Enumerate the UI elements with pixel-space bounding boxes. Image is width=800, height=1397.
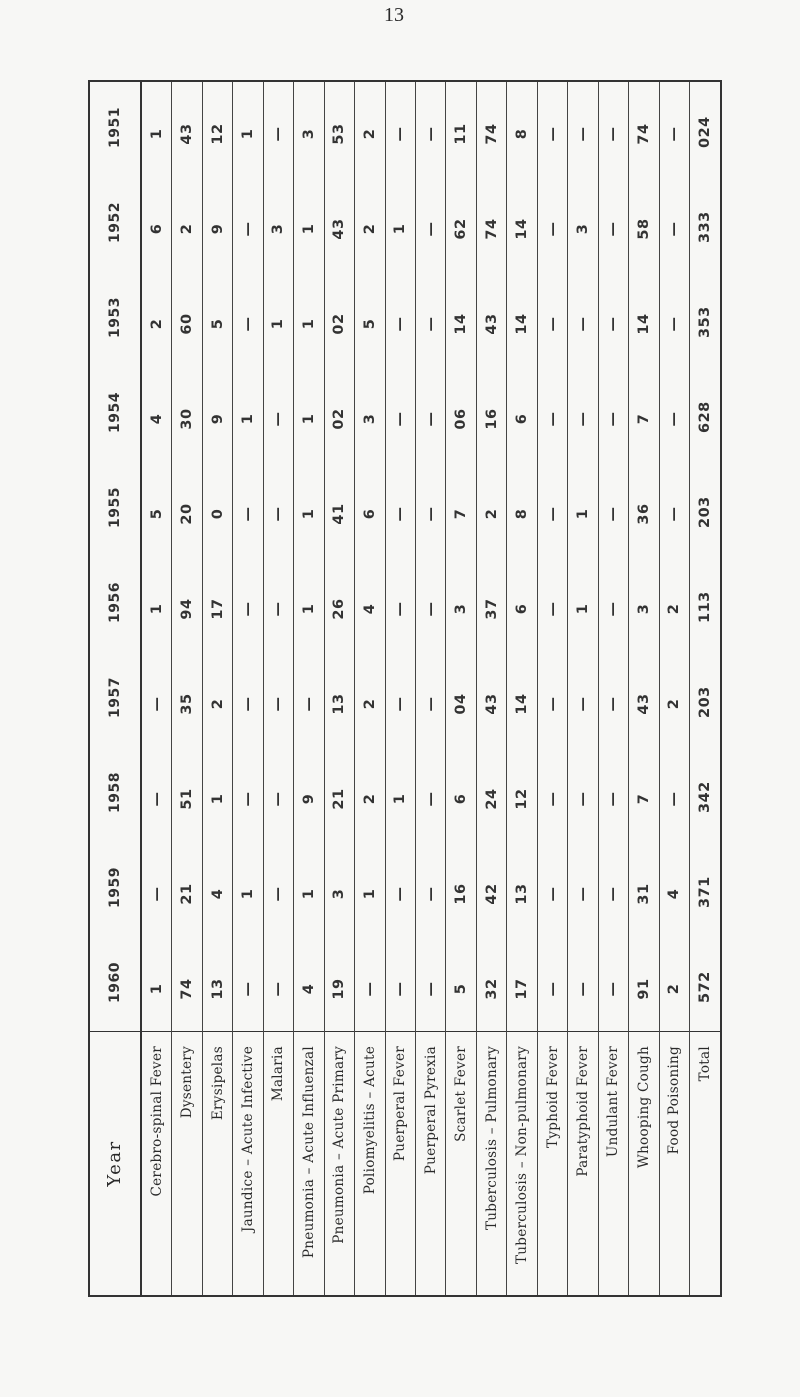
table-row <box>507 82 537 1295</box>
value-cell: 024 <box>697 116 714 148</box>
value-cell: 12 <box>209 123 226 145</box>
table-row <box>294 82 324 1295</box>
row-label: Puerperal Pyrexia <box>416 1031 445 1295</box>
value-cell: 9 <box>209 413 226 425</box>
value-cell: 4 <box>300 983 317 995</box>
value-cell: 1 <box>575 508 592 520</box>
value-cell: 02 <box>331 408 348 430</box>
row-values <box>233 82 262 1031</box>
row-values <box>294 82 323 1031</box>
value-cell: 2 <box>666 698 683 710</box>
value-cell: 62 <box>453 218 470 240</box>
value-cell: — <box>270 886 287 902</box>
value-cell: 51 <box>179 788 196 810</box>
value-cell: — <box>240 221 257 237</box>
value-cell: 24 <box>483 788 500 810</box>
value-cell: — <box>575 316 592 332</box>
row-values <box>172 82 201 1031</box>
value-cell: — <box>422 316 439 332</box>
value-cell: — <box>544 696 561 712</box>
value-cell: 7 <box>453 508 470 520</box>
value-cell: 16 <box>483 408 500 430</box>
value-cell: 1 <box>361 888 378 900</box>
value-cell: 1 <box>300 603 317 615</box>
value-cell: — <box>544 981 561 997</box>
value-cell: 2 <box>179 223 196 235</box>
value-cell: — <box>605 601 622 617</box>
value-cell: — <box>392 411 409 427</box>
value-cell: 31 <box>635 883 652 905</box>
table-row <box>142 82 172 1295</box>
value-cell: 342 <box>697 781 714 813</box>
value-cell: — <box>422 696 439 712</box>
value-cell: 60 <box>179 313 196 335</box>
value-cell: — <box>392 981 409 997</box>
value-cell: 1 <box>300 888 317 900</box>
row-label: Whooping Cough <box>629 1031 658 1295</box>
value-cell: 37 <box>483 598 500 620</box>
row-values <box>203 82 232 1031</box>
row-label: Tuberculosis – Pulmonary <box>477 1031 506 1295</box>
value-cell: 2 <box>148 318 165 330</box>
value-cell: 9 <box>209 223 226 235</box>
value-cell: — <box>575 791 592 807</box>
row-label: Erysipelas <box>203 1031 232 1295</box>
value-cell: 8 <box>514 128 531 140</box>
value-cell: — <box>240 601 257 617</box>
table-row <box>629 82 659 1295</box>
table-row <box>446 82 476 1295</box>
value-cell: — <box>270 696 287 712</box>
value-cell: 3 <box>575 223 592 235</box>
value-cell: 3 <box>331 888 348 900</box>
value-cell: 1 <box>209 793 226 805</box>
value-cell: — <box>575 981 592 997</box>
value-cell: — <box>270 411 287 427</box>
value-cell: — <box>666 791 683 807</box>
value-cell: 14 <box>514 218 531 240</box>
value-cell: 14 <box>635 313 652 335</box>
year-cell: 1960 <box>106 962 123 1003</box>
value-cell: 2 <box>361 698 378 710</box>
value-cell: 94 <box>179 598 196 620</box>
value-cell: 4 <box>666 888 683 900</box>
value-cell: 36 <box>635 503 652 525</box>
value-cell: 6 <box>514 413 531 425</box>
row-label: Malaria <box>264 1031 293 1295</box>
value-cell: 14 <box>514 693 531 715</box>
value-cell: 7 <box>635 413 652 425</box>
value-cell: 1 <box>148 983 165 995</box>
year-cell: 1956 <box>106 582 123 623</box>
value-cell: 1 <box>575 603 592 615</box>
value-cell: 628 <box>697 401 714 433</box>
row-label: Paratyphoid Fever <box>568 1031 597 1295</box>
value-cell: — <box>544 316 561 332</box>
value-cell: 74 <box>179 978 196 1000</box>
value-cell: — <box>270 791 287 807</box>
table-row <box>172 82 202 1295</box>
row-values <box>568 82 597 1031</box>
row-label: Poliomyelitis – Acute <box>355 1031 384 1295</box>
value-cell: 13 <box>331 693 348 715</box>
table-row <box>477 82 507 1295</box>
year-cell: 1953 <box>106 297 123 338</box>
value-cell: 41 <box>331 503 348 525</box>
row-label: Food Poisoning <box>660 1031 689 1295</box>
value-cell: 5 <box>453 983 470 995</box>
value-cell: — <box>666 221 683 237</box>
value-cell: — <box>575 126 592 142</box>
value-cell: 3 <box>270 223 287 235</box>
row-values <box>690 82 720 1031</box>
value-cell: 7 <box>635 793 652 805</box>
value-cell: — <box>422 981 439 997</box>
value-cell: — <box>422 126 439 142</box>
row-values <box>264 82 293 1031</box>
value-cell: — <box>148 791 165 807</box>
row-label: Cerebro-spinal Fever <box>142 1031 171 1295</box>
value-cell: 2 <box>483 508 500 520</box>
value-cell: 2 <box>666 983 683 995</box>
value-cell: 1 <box>240 888 257 900</box>
value-cell: 2 <box>361 128 378 140</box>
value-cell: — <box>605 696 622 712</box>
value-cell: 32 <box>483 978 500 1000</box>
value-cell: 203 <box>697 686 714 718</box>
value-cell: — <box>544 411 561 427</box>
value-cell: 1 <box>148 603 165 615</box>
value-cell: 11 <box>453 123 470 145</box>
value-cell: — <box>544 886 561 902</box>
value-cell: — <box>605 411 622 427</box>
table-row <box>599 82 629 1295</box>
table-row <box>386 82 416 1295</box>
value-cell: — <box>270 126 287 142</box>
value-cell: 14 <box>453 313 470 335</box>
table-row <box>325 82 355 1295</box>
value-cell: 5 <box>209 318 226 330</box>
value-cell: 353 <box>697 306 714 338</box>
value-cell: — <box>575 886 592 902</box>
table-row <box>264 82 294 1295</box>
row-label: Jaundice – Acute Infective <box>233 1031 262 1295</box>
value-cell: — <box>605 886 622 902</box>
value-cell: 1 <box>270 318 287 330</box>
value-cell: — <box>575 411 592 427</box>
table-row <box>355 82 385 1295</box>
value-cell: 2 <box>209 698 226 710</box>
value-cell: 02 <box>331 313 348 335</box>
value-cell: — <box>422 411 439 427</box>
value-cell: — <box>148 886 165 902</box>
value-cell: 43 <box>483 693 500 715</box>
value-cell: — <box>240 791 257 807</box>
year-cell: 1954 <box>106 392 123 433</box>
value-cell: — <box>361 981 378 997</box>
value-cell: 1 <box>300 223 317 235</box>
value-cell: 1 <box>300 318 317 330</box>
value-cell: 43 <box>483 313 500 335</box>
table-row <box>660 82 690 1295</box>
value-cell: 74 <box>483 218 500 240</box>
value-cell: 13 <box>209 978 226 1000</box>
row-values <box>325 82 354 1031</box>
value-cell: — <box>605 791 622 807</box>
value-cell: 17 <box>514 978 531 1000</box>
value-cell: — <box>666 126 683 142</box>
value-cell: 43 <box>331 218 348 240</box>
value-cell: 21 <box>331 788 348 810</box>
value-cell: — <box>544 506 561 522</box>
table-row <box>568 82 598 1295</box>
value-cell: — <box>240 316 257 332</box>
value-cell: — <box>422 601 439 617</box>
table-row <box>233 82 263 1295</box>
row-values <box>386 82 415 1031</box>
value-cell: 35 <box>179 693 196 715</box>
value-cell: 6 <box>361 508 378 520</box>
value-cell: 26 <box>331 598 348 620</box>
value-cell: — <box>605 316 622 332</box>
value-cell: — <box>666 411 683 427</box>
table-row <box>203 82 233 1295</box>
value-cell: 9 <box>300 793 317 805</box>
value-cell: 74 <box>635 123 652 145</box>
value-cell: 333 <box>697 211 714 243</box>
row-values <box>538 82 567 1031</box>
value-cell: — <box>666 506 683 522</box>
value-cell: — <box>392 601 409 617</box>
value-cell: — <box>575 696 592 712</box>
value-cell: 4 <box>361 603 378 615</box>
row-label: Pneumonia – Acute Influenzal <box>294 1031 323 1295</box>
row-values <box>660 82 689 1031</box>
value-cell: — <box>605 221 622 237</box>
value-cell: 5 <box>361 318 378 330</box>
year-cell: 1957 <box>106 677 123 718</box>
row-values <box>629 82 658 1031</box>
value-cell: 6 <box>453 793 470 805</box>
value-cell: — <box>270 981 287 997</box>
row-label: Dysentery <box>172 1031 201 1295</box>
table-row <box>416 82 446 1295</box>
value-cell: — <box>270 506 287 522</box>
row-label: Scarlet Fever <box>446 1031 475 1295</box>
row-values <box>507 82 536 1031</box>
row-label: Pneumonia – Acute Primary <box>325 1031 354 1295</box>
row-label: Total <box>690 1031 720 1295</box>
value-cell: — <box>148 696 165 712</box>
value-cell: — <box>422 791 439 807</box>
value-cell: 43 <box>635 693 652 715</box>
notifications-table <box>88 80 722 1297</box>
row-values <box>416 82 445 1031</box>
value-cell: — <box>240 981 257 997</box>
value-cell: 53 <box>331 123 348 145</box>
value-cell: 203 <box>697 496 714 528</box>
value-cell: 3 <box>453 603 470 615</box>
value-cell: 16 <box>453 883 470 905</box>
year-cell: 1955 <box>106 487 123 528</box>
header-label: Year <box>90 1031 140 1295</box>
value-cell: — <box>544 221 561 237</box>
value-cell: — <box>392 506 409 522</box>
value-cell: — <box>392 886 409 902</box>
value-cell: — <box>392 126 409 142</box>
value-cell: 4 <box>148 413 165 425</box>
row-label: Undulant Fever <box>599 1031 628 1295</box>
value-cell: 1 <box>240 413 257 425</box>
value-cell: 3 <box>361 413 378 425</box>
row-values <box>477 82 506 1031</box>
value-cell: 5 <box>148 508 165 520</box>
header-years <box>90 82 140 1031</box>
value-cell: 6 <box>514 603 531 615</box>
value-cell: — <box>605 126 622 142</box>
value-cell: — <box>392 696 409 712</box>
value-cell: 06 <box>453 408 470 430</box>
value-cell: 58 <box>635 218 652 240</box>
value-cell: — <box>240 506 257 522</box>
value-cell: 19 <box>331 978 348 1000</box>
value-cell: 4 <box>209 888 226 900</box>
value-cell: 21 <box>179 883 196 905</box>
page-number: 13 <box>384 4 404 26</box>
value-cell: 3 <box>635 603 652 615</box>
table-row <box>690 82 720 1295</box>
row-label: Typhoid Fever <box>538 1031 567 1295</box>
value-cell: 13 <box>514 883 531 905</box>
row-values <box>355 82 384 1031</box>
year-cell: 1952 <box>106 202 123 243</box>
value-cell: 3 <box>300 128 317 140</box>
value-cell: — <box>422 886 439 902</box>
value-cell: 30 <box>179 408 196 430</box>
value-cell: 2 <box>361 793 378 805</box>
value-cell: 371 <box>697 876 714 908</box>
value-cell: 6 <box>148 223 165 235</box>
value-cell: — <box>300 696 317 712</box>
value-cell: 1 <box>240 128 257 140</box>
value-cell: 1 <box>148 128 165 140</box>
value-cell: 12 <box>514 788 531 810</box>
value-cell: 04 <box>453 693 470 715</box>
row-label: Puerperal Fever <box>386 1031 415 1295</box>
value-cell: 91 <box>635 978 652 1000</box>
table-header-row <box>90 82 142 1295</box>
value-cell: 113 <box>697 591 714 623</box>
year-cell: 1951 <box>106 107 123 148</box>
value-cell: — <box>544 791 561 807</box>
value-cell: 14 <box>514 313 531 335</box>
year-cell: 1958 <box>106 772 123 813</box>
value-cell: 2 <box>361 223 378 235</box>
row-label: Tuberculosis – Non-pulmonary <box>507 1031 536 1295</box>
value-cell: 20 <box>179 503 196 525</box>
value-cell: — <box>544 126 561 142</box>
value-cell: 17 <box>209 598 226 620</box>
value-cell: 8 <box>514 508 531 520</box>
value-cell: — <box>422 506 439 522</box>
value-cell: 74 <box>483 123 500 145</box>
value-cell: — <box>392 316 409 332</box>
value-cell: — <box>422 221 439 237</box>
row-values <box>142 82 171 1031</box>
table-row <box>538 82 568 1295</box>
value-cell: 1 <box>392 793 409 805</box>
value-cell: 2 <box>666 603 683 615</box>
value-cell: 43 <box>179 123 196 145</box>
value-cell: 0 <box>209 508 226 520</box>
value-cell: — <box>270 601 287 617</box>
value-cell: — <box>605 981 622 997</box>
value-cell: — <box>605 506 622 522</box>
value-cell: — <box>240 696 257 712</box>
value-cell: 1 <box>300 413 317 425</box>
value-cell: — <box>666 316 683 332</box>
year-cell: 1959 <box>106 867 123 908</box>
value-cell: 42 <box>483 883 500 905</box>
value-cell: 1 <box>392 223 409 235</box>
value-cell: — <box>544 601 561 617</box>
value-cell: 1 <box>300 508 317 520</box>
value-cell: 572 <box>697 971 714 1003</box>
row-values <box>599 82 628 1031</box>
row-values <box>446 82 475 1031</box>
